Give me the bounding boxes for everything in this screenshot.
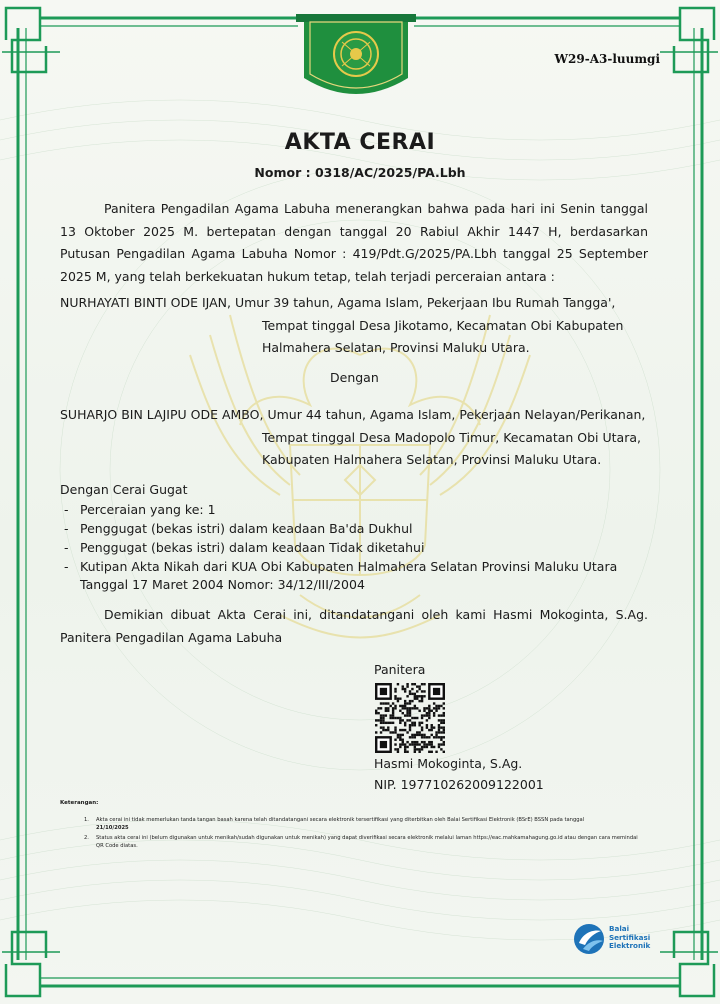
list-item: - Penggugat (bekas istri) dalam keadaan Tidak diketahui [64,540,425,555]
signer-name: Hasmi Mokoginta, S.Ag. [374,756,523,771]
list-item: - Penggugat (bekas istri) dalam keadaan Ba'da Dukhul [64,521,413,536]
bse-logo-text: Balai Sertifikasi Elektronik [609,924,651,951]
document-number: Nomor : 0318/AC/2025/PA.Lbh [254,165,466,180]
signer-role: Panitera [374,662,426,677]
document-code: W29-A3-luumgi [554,52,660,66]
party-wife-line1: NURHAYATI BINTI ODE IJAN, Umur 39 tahun, Agama Islam, Pekerjaan Ibu Rumah Tangga', [60,295,616,310]
divorce-details-list [60,501,650,595]
party-husband-line3: Kabupaten Halmahera Selatan, Provinsi Maluku Utara. [262,452,602,467]
closing-paragraph: Demikian dibuat Akta Cerai ini, ditandatangani oleh kami Hasmi Mokoginta, S.Ag. Panitera Pengadilan Agama Labuha [60,607,648,645]
party-husband-line1: SUHARJO BIN LAJIPU ODE AMBO, Umur 44 tahun, Agama Islam, Pekerjaan Nelayan/Perikanan, [60,407,646,422]
party-wife-line3: Halmahera Selatan, Provinsi Maluku Utara. [262,340,530,355]
list-item: - Perceraian yang ke: 1 [64,502,216,517]
party-husband [60,404,650,472]
party-wife [60,292,650,360]
court-seal-ribbon [296,8,416,106]
opening-paragraph: Panitera Pengadilan Agama Labuha menerangkan bahwa pada hari ini Senin tanggal 13 Oktober 2025 M. bertepatan dengan tanggal 20 Rabiul Akhir 1447 H, berdasarkan Putusan Pengadilan Agama Labuha Nomor : 419/Pdt.G/2025/PA.Lbh tanggal 25 September 2025 M, yang telah berkekuatan hukum tetap, telah terjadi perceraian antara : [60,201,648,284]
list-item: - Kutipan Akta Nikah dari KUA Obi Kabupaten Halmahera Selatan Provinsi Maluku Utara Tanggal 17 Maret 2004 Nomor: 34/12/III/2004 [64,559,618,592]
note-item: 1. Akta cerai ini tidak memerlukan tanda tangan basah karena telah ditandatangani secara elektronik tersertifikasi yang diterbitkan oleh Balai Sertifikasi Elektronik (BSrE) BSSN pada tanggal 21/10/2025 [84,817,585,832]
notes-title: Keterangan: [60,800,99,806]
note-item: 2. Status akta cerai ini (belum digunakan untuk menikah/sudah digunakan untuk menikah) yang dapat diverifikasi secara elektronik melalui laman https://eac.mahkamahagung.go.id atau dengan cara memindai QR Code diatas. [84,834,638,850]
verification-qr-code[interactable] [375,683,445,753]
party-wife-line2: Tempat tinggal Desa Jikotamo, Kecamatan Obi Kabupaten [262,317,624,333]
document-title: AKTA CERAI [284,130,436,155]
divorce-type: Dengan Cerai Gugat [60,482,188,497]
connector-text: Dengan [330,370,379,385]
notes-list [84,816,644,852]
party-husband-line2: Tempat tinggal Desa Madopolo Timur, Kecamatan Obi Utara, [262,429,641,445]
signer-nip: NIP. 197710262009122001 [374,777,544,792]
